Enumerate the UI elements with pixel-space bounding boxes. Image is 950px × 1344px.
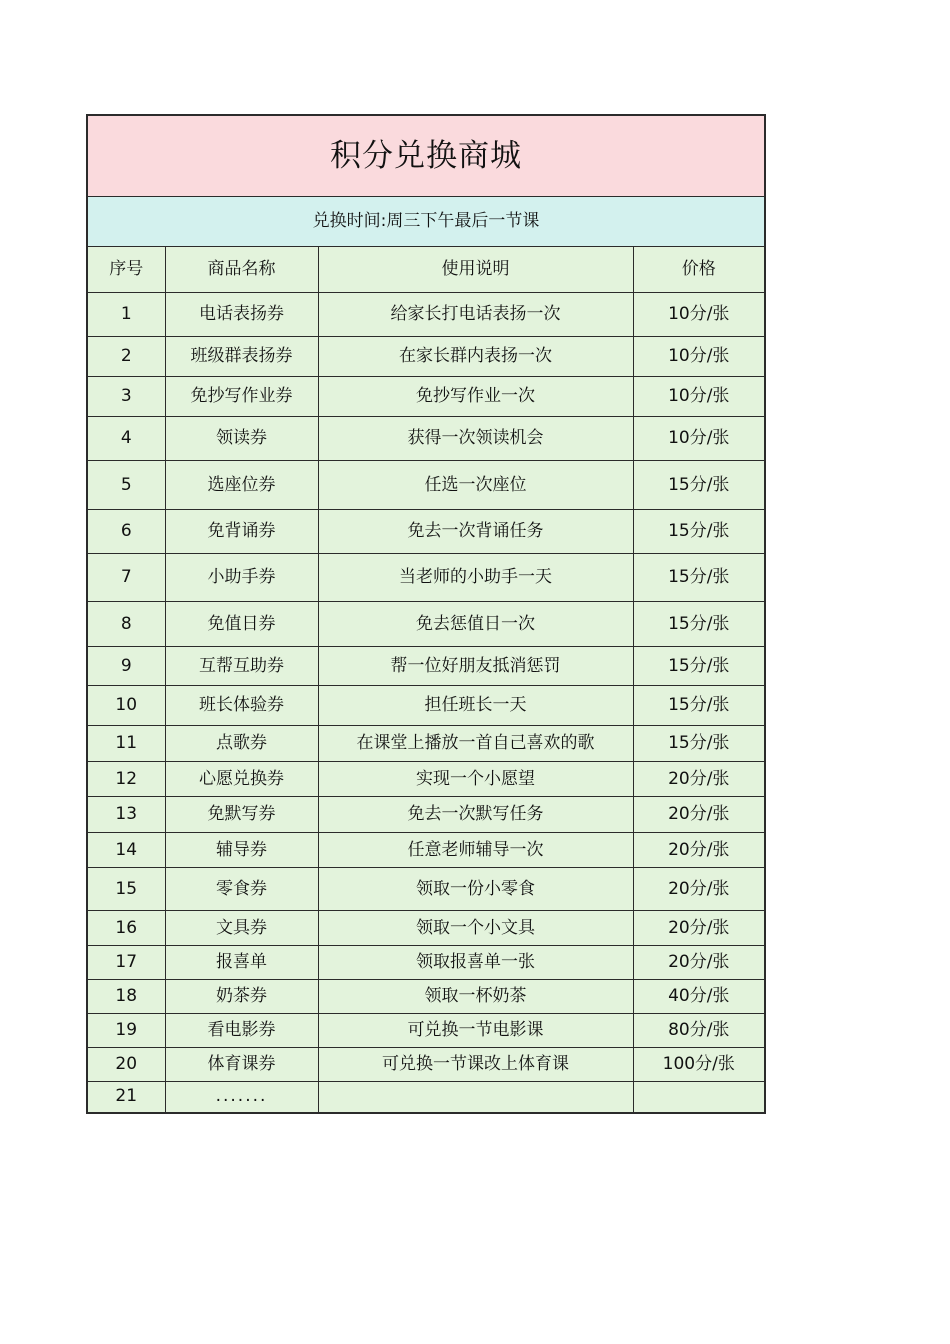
row-desc: 领取一杯奶茶 [318, 980, 633, 1014]
row-no: 21 [87, 1082, 165, 1113]
row-desc: 实现一个小愿望 [318, 762, 633, 797]
row-no: 3 [87, 377, 165, 417]
row-desc: 获得一次领读机会 [318, 417, 633, 461]
row-price: 20分/张 [633, 911, 765, 946]
row-name: 免背诵券 [165, 510, 318, 554]
row-name: 心愿兑换券 [165, 762, 318, 797]
row-desc: 领取一份小零食 [318, 868, 633, 911]
header-name: 商品名称 [165, 247, 318, 293]
row-desc [318, 1082, 633, 1113]
row-desc: 免抄写作业一次 [318, 377, 633, 417]
row-price: 10分/张 [633, 337, 765, 377]
row-name: 辅导券 [165, 833, 318, 868]
row-no: 1 [87, 293, 165, 337]
table-row [87, 797, 765, 833]
row-no: 12 [87, 762, 165, 797]
row-desc: 可兑换一节课改上体育课 [318, 1048, 633, 1082]
table-row [87, 833, 765, 868]
table-row [87, 602, 765, 647]
points-mall-sheet [86, 114, 766, 1114]
row-price: 100分/张 [633, 1048, 765, 1082]
row-name: 看电影券 [165, 1014, 318, 1048]
table-row [87, 461, 765, 510]
row-desc: 当老师的小助手一天 [318, 554, 633, 602]
row-desc: 在课堂上播放一首自己喜欢的歌 [318, 726, 633, 762]
row-no: 4 [87, 417, 165, 461]
row-price: 80分/张 [633, 1014, 765, 1048]
table-row [87, 911, 765, 946]
row-name: 电话表扬券 [165, 293, 318, 337]
row-no: 17 [87, 946, 165, 980]
row-name: 免默写券 [165, 797, 318, 833]
row-price: 40分/张 [633, 980, 765, 1014]
row-price: 20分/张 [633, 797, 765, 833]
row-no: 2 [87, 337, 165, 377]
table-row [87, 1048, 765, 1082]
row-price: 20分/张 [633, 833, 765, 868]
table-row [87, 1082, 765, 1113]
row-name: 免抄写作业券 [165, 377, 318, 417]
row-no: 6 [87, 510, 165, 554]
row-no: 20 [87, 1048, 165, 1082]
row-price: 20分/张 [633, 868, 765, 911]
table-row [87, 554, 765, 602]
table-row [87, 510, 765, 554]
row-desc: 可兑换一节电影课 [318, 1014, 633, 1048]
table-row [87, 868, 765, 911]
table-row [87, 726, 765, 762]
row-no: 18 [87, 980, 165, 1014]
row-price [633, 1082, 765, 1113]
table-row [87, 647, 765, 686]
row-name: 领读券 [165, 417, 318, 461]
row-no: 13 [87, 797, 165, 833]
row-no: 8 [87, 602, 165, 647]
header-price: 价格 [633, 247, 765, 293]
row-desc: 领取报喜单一张 [318, 946, 633, 980]
exchange-time-row [87, 197, 765, 247]
row-name: 奶茶券 [165, 980, 318, 1014]
row-name: 文具券 [165, 911, 318, 946]
row-name: 选座位券 [165, 461, 318, 510]
row-desc: 给家长打电话表扬一次 [318, 293, 633, 337]
row-name: 互帮互助券 [165, 647, 318, 686]
row-no: 14 [87, 833, 165, 868]
row-price: 15分/张 [633, 461, 765, 510]
row-name: 班长体验券 [165, 686, 318, 726]
row-no: 10 [87, 686, 165, 726]
row-desc: 领取一个小文具 [318, 911, 633, 946]
row-desc: 免去一次默写任务 [318, 797, 633, 833]
table-row [87, 1014, 765, 1048]
table-row [87, 337, 765, 377]
table-row [87, 293, 765, 337]
row-name: 点歌券 [165, 726, 318, 762]
row-name: ....... [165, 1082, 318, 1113]
row-no: 16 [87, 911, 165, 946]
row-desc: 在家长群内表扬一次 [318, 337, 633, 377]
header-no: 序号 [87, 247, 165, 293]
row-price: 10分/张 [633, 377, 765, 417]
row-name: 免值日券 [165, 602, 318, 647]
row-name: 体育课券 [165, 1048, 318, 1082]
header-desc: 使用说明 [318, 247, 633, 293]
table-row [87, 980, 765, 1014]
table-row [87, 377, 765, 417]
row-desc: 免去一次背诵任务 [318, 510, 633, 554]
title-row [87, 115, 765, 197]
table-row [87, 417, 765, 461]
row-price: 15分/张 [633, 647, 765, 686]
table-header-row [87, 247, 765, 293]
row-name: 小助手券 [165, 554, 318, 602]
row-name: 报喜单 [165, 946, 318, 980]
row-no: 7 [87, 554, 165, 602]
row-price: 15分/张 [633, 510, 765, 554]
page-title: 积分兑换商城 [87, 115, 765, 197]
row-price: 20分/张 [633, 946, 765, 980]
row-price: 15分/张 [633, 602, 765, 647]
row-price: 15分/张 [633, 726, 765, 762]
row-no: 19 [87, 1014, 165, 1048]
row-name: 零食券 [165, 868, 318, 911]
table-row [87, 686, 765, 726]
row-no: 15 [87, 868, 165, 911]
row-price: 20分/张 [633, 762, 765, 797]
row-price: 10分/张 [633, 417, 765, 461]
points-mall-table [86, 114, 766, 1114]
row-price: 15分/张 [633, 686, 765, 726]
row-desc: 任选一次座位 [318, 461, 633, 510]
row-no: 9 [87, 647, 165, 686]
row-desc: 免去惩值日一次 [318, 602, 633, 647]
row-desc: 担任班长一天 [318, 686, 633, 726]
row-name: 班级群表扬券 [165, 337, 318, 377]
row-no: 11 [87, 726, 165, 762]
table-row [87, 762, 765, 797]
row-desc: 任意老师辅导一次 [318, 833, 633, 868]
row-price: 15分/张 [633, 554, 765, 602]
table-row [87, 946, 765, 980]
row-no: 5 [87, 461, 165, 510]
row-price: 10分/张 [633, 293, 765, 337]
exchange-time-note: 兑换时间:周三下午最后一节课 [87, 197, 765, 247]
row-desc: 帮一位好朋友抵消惩罚 [318, 647, 633, 686]
